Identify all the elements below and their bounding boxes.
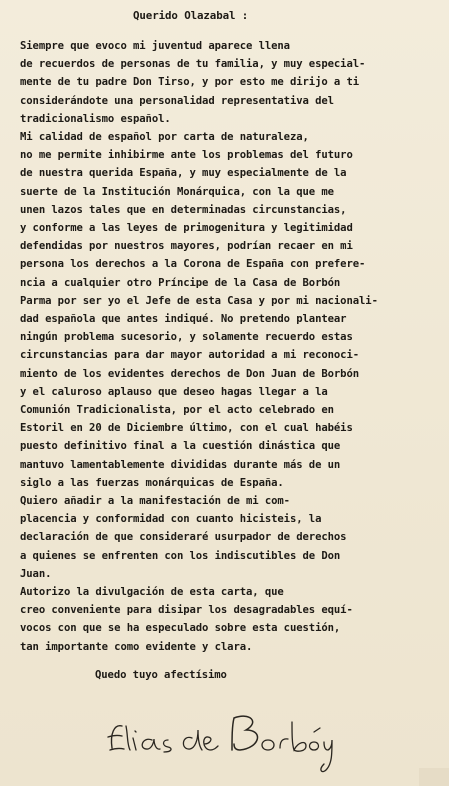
letter-line: ncia a cualquier otro Príncipe de la Casa de Borbón xyxy=(20,276,341,289)
letter-line: de recuerdos de personas de tu familia, y muy especial- xyxy=(20,58,366,71)
letter-line: Parma por ser yo el Jefe de esta Casa y por mi nacionali- xyxy=(20,294,378,307)
closing: Quedo tuyo afectísimo xyxy=(95,669,227,681)
letter-line: Quiero añadir a la manifestación de mi com- xyxy=(20,495,290,507)
letter-line: siglo a las fuerzas monárquicas de España. xyxy=(20,476,284,489)
letter-line: mantuvo lamentablemente divididas durante más de un xyxy=(20,458,341,471)
letter-line: circunstancias para dar mayor autoridad a mi reconoci- xyxy=(20,349,360,362)
letter-line: Mi calidad de español por carta de naturaleza, xyxy=(20,131,309,143)
letter-line: Autorizo la divulgación de esta carta, que xyxy=(20,586,284,598)
letter-line: creo conveniente para disipar los desagradables equí- xyxy=(20,604,353,617)
letter-line: defendidas por nuestros mayores, podrían recaer en mi xyxy=(20,240,353,253)
letter-line: vocos con que se ha especulado sobre esta cuestión, xyxy=(20,622,341,635)
letter-line: Juan. xyxy=(20,567,52,580)
letter-line: puesto definitivo final a la cuestión dinástica que xyxy=(20,440,341,453)
signature xyxy=(100,704,340,776)
letter-line: miento de los evidentes derechos de Don Juan de Borbón xyxy=(20,367,360,380)
letter-line: tan importante como evidente y clara. xyxy=(20,640,253,653)
letter-line: a quienes se enfrenten con los indiscutibles de Don xyxy=(20,549,341,562)
letter-line: unen lazos tales que en determinadas circunstancias, xyxy=(20,203,347,216)
letter-line: de nuestra querida España, y muy especialmente de la xyxy=(20,167,347,180)
letter-line: placencia y conformidad con cuanto hicisteis, la xyxy=(20,513,322,526)
salutation: Querido Olazabal : xyxy=(133,9,249,22)
letter-line: Siempre que evoco mi juventud aparece llena xyxy=(20,40,290,52)
letter-line: dad española que antes indiqué. No pretendo plantear xyxy=(20,313,347,325)
letter-line: suerte de la Institución Monárquica, con la que me xyxy=(20,185,334,198)
letter-line: Estoril en 20 de Diciembre último, con el cual habéis xyxy=(20,422,353,435)
letter-line: Comunión Tradicionalista, por el acto celebrado en xyxy=(20,404,334,416)
letter-line: no me permite inhibirme ante los problemas del futuro xyxy=(20,149,353,162)
letter-line: persona los derechos a la Corona de España con prefere- xyxy=(20,258,366,271)
letter-line: y conforme a las leyes de primogenitura y legitimidad xyxy=(20,222,353,234)
letter-line: declaración de que consideraré usurpador de derechos xyxy=(20,531,347,544)
letter-line: mente de tu padre Don Tirso, y por esto me dirijo a ti xyxy=(20,76,360,89)
paper-corner xyxy=(419,768,449,786)
letter-line: considerándote una personalidad representativa del xyxy=(20,94,334,107)
letter-line: ningún problema sucesorio, y solamente recuerdo estas xyxy=(20,331,353,344)
letter-line: tradicionalismo español. xyxy=(20,112,171,125)
letter-line: y el caluroso aplauso que deseo hagas llegar a la xyxy=(20,385,328,398)
